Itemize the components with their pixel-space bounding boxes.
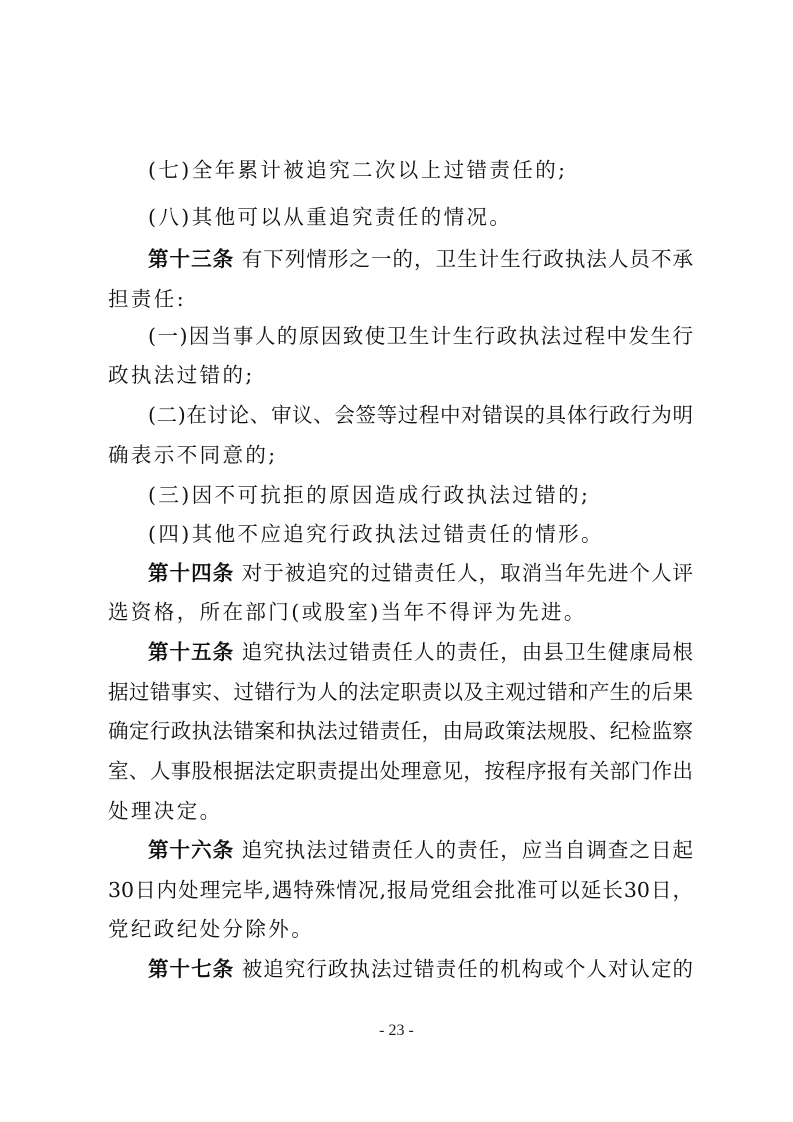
item-two [148,401,693,429]
article-15-line-3 [108,717,693,745]
article-heading: 第十七条 [148,957,235,981]
line-text: 党纪政纪处分除外。 [108,917,315,941]
line-text: (七)全年累计被追究二次以上过错责任的; [148,158,568,182]
item-two-continued [108,441,693,469]
article-13-first-line [148,245,693,273]
article-15-line-2 [108,678,693,706]
article-15-first-line [148,638,693,666]
item-four [148,520,693,548]
article-16-line-3 [108,915,693,943]
line-text: 政执法过错的; [108,363,255,387]
item-one [148,322,693,350]
article-heading: 第十六条 [148,838,235,862]
line-text: 担责任: [108,287,187,311]
item-three [148,481,693,509]
line-text: 有下列情形之一的，卫生计生行政执法人员不承 [234,247,694,271]
article-heading: 第十五条 [148,640,235,664]
line-text: 确定行政执法错案和执法过错责任，由局政策法规股、纪检监察 [108,719,693,743]
article-14-continued [108,598,693,626]
line-text: 选资格，所在部门(或股室)当年不得评为先进。 [108,600,587,624]
article-13-continued [108,285,693,313]
line-text: 室、人事股根据法定职责提出处理意见，按程序报有关部门作出 [108,759,693,783]
article-14-first-line [148,559,693,587]
line-text: (三)因不可抗拒的原因造成行政执法过错的; [148,483,591,507]
line-text: (四)其他不应追究行政执法过错责任的情形。 [148,522,604,546]
page-number: - 23 - [379,1022,414,1039]
article-16-line-2 [108,876,693,904]
line-text: (二)在讨论、审议、会签等过程中对错误的具体行政行为明 [148,403,693,427]
article-15-line-4 [108,757,693,785]
item-seven [148,156,693,184]
item-eight [148,203,693,231]
line-text: 据过错事实、过错行为人的法定职责以及主观过错和产生的后果 [108,680,693,704]
line-text: (八)其他可以从重追究责任的情况。 [148,205,513,229]
article-heading: 第十三条 [148,247,235,271]
line-text: 处理决定。 [108,799,223,823]
article-15-line-5 [108,797,693,825]
article-heading: 第十四条 [148,561,235,585]
line-text: (一)因当事人的原因致使卫生计生行政执法过程中发生行 [148,324,693,348]
line-text: 追究执法过错责任人的责任，由县卫生健康局根 [234,640,694,664]
article-16-first-line [148,836,693,864]
article-17-first-line [148,955,693,983]
line-text: 追究执法过错责任人的责任，应当自调查之日起 [234,838,694,862]
item-one-continued [108,361,693,389]
line-text: 30日内处理完毕,遇特殊情况,报局党组会批准可以延长30日， [108,878,693,902]
line-text: 对于被追究的过错责任人，取消当年先进个人评 [234,561,694,585]
line-text: 被追究行政执法过错责任的机构或个人对认定的 [234,957,694,981]
line-text: 确表示不同意的; [108,443,278,467]
